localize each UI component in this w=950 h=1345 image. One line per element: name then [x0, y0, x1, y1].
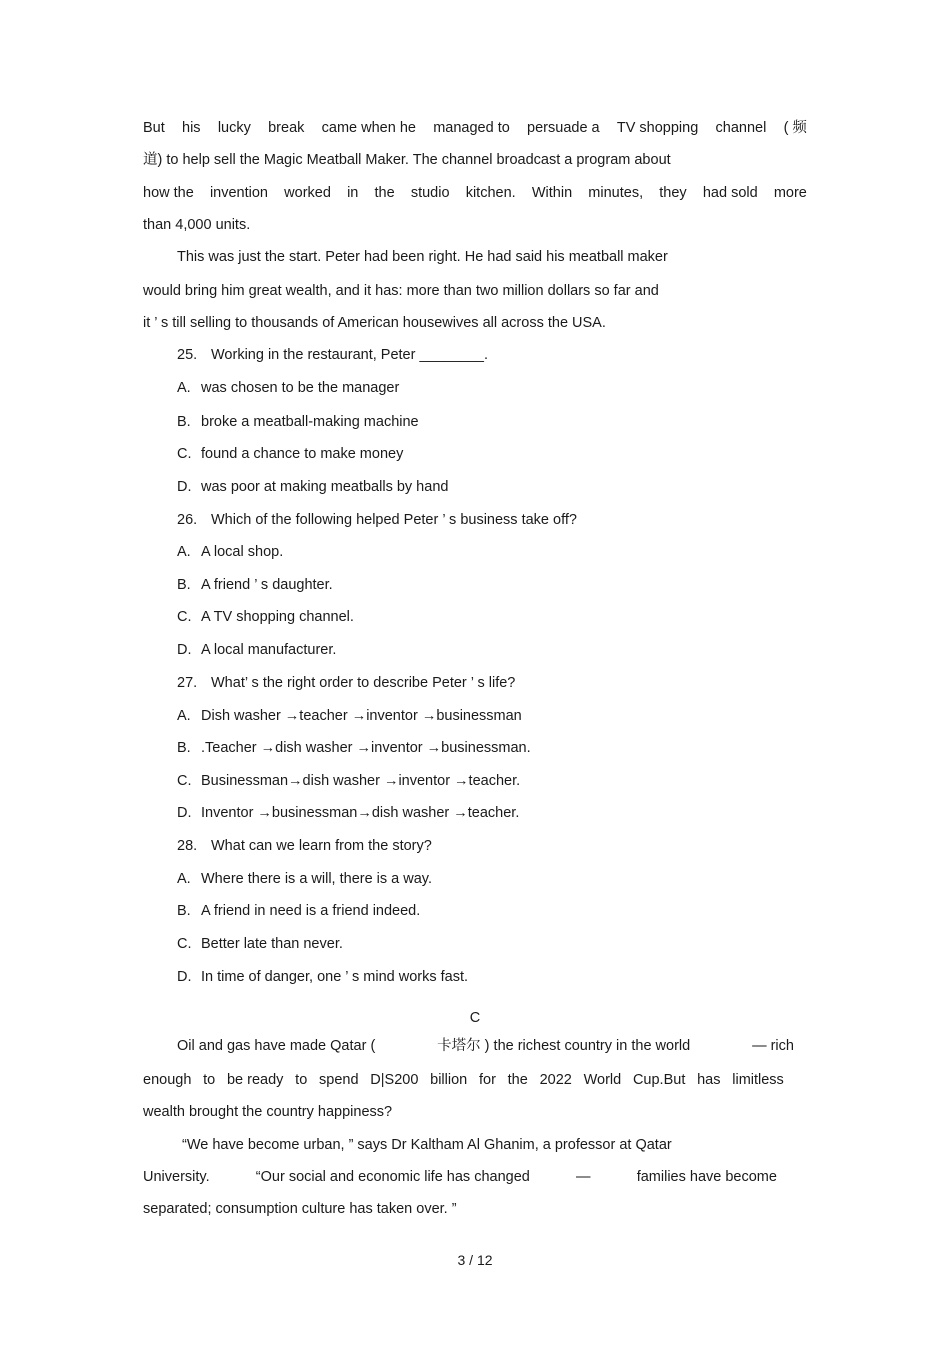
option-letter: B.: [177, 577, 191, 593]
word: persuade a: [527, 120, 600, 136]
page-number: 3 / 12: [457, 1252, 493, 1268]
word: worked: [284, 185, 331, 201]
question-25-option-b[interactable]: [177, 412, 419, 432]
text-segment: families have become: [636, 1169, 777, 1185]
option-letter: A.: [177, 544, 191, 560]
option-letter: A.: [177, 708, 191, 724]
passage-c-line-2: [143, 1070, 784, 1090]
word: invention: [209, 185, 268, 201]
text-segment: 卡塔尔 ) the richest country in the world: [437, 1038, 691, 1054]
text-segment: Oil and gas have made Qatar (: [177, 1038, 376, 1054]
option-text: Inventor →businessman→dish washer →teacher.: [201, 805, 520, 821]
word: for: [478, 1072, 496, 1088]
option-text: was poor at making meatballs by hand: [201, 479, 449, 495]
question-text: Which of the following helped Peter ’ s business take off?: [211, 512, 577, 528]
word: channel: [715, 120, 767, 136]
word: minutes,: [588, 185, 644, 201]
word: to: [295, 1072, 308, 1088]
option-letter: D.: [177, 969, 192, 985]
word: the: [374, 185, 395, 201]
question-28-option-d[interactable]: [177, 967, 468, 987]
option-letter: B.: [177, 740, 191, 756]
word: the: [507, 1072, 528, 1088]
passage-b-line-4: than 4,000 units.: [143, 217, 251, 233]
word: came when he: [321, 120, 416, 136]
option-text: Businessman→dish washer →inventor →teacher.: [201, 773, 521, 789]
question-text: What’ s the right order to describe Peter ’ s life?: [211, 675, 516, 691]
option-text: Where there is a will, there is a way.: [201, 871, 433, 887]
word: enough: [143, 1072, 192, 1088]
word: studio: [410, 185, 450, 201]
question-26-option-a[interactable]: [177, 542, 283, 562]
question-27-option-d[interactable]: [177, 803, 519, 823]
text-segment: — rich: [752, 1038, 794, 1054]
question-26-option-b[interactable]: [177, 575, 333, 595]
passage-c-line-6: separated; consumption culture has taken over. ”: [143, 1201, 457, 1217]
word: TV shopping: [616, 120, 699, 136]
option-letter: C.: [177, 936, 192, 952]
option-letter: B.: [177, 414, 191, 430]
word: to: [203, 1072, 216, 1088]
word: limitless: [732, 1072, 784, 1088]
word: more: [773, 185, 807, 201]
passage-b-line-6: would bring him great wealth, and it has: more than two million dollars so far and: [143, 283, 659, 299]
passage-b-line-3: [143, 183, 807, 203]
question-28-option-a[interactable]: [177, 869, 432, 889]
word: billion: [430, 1072, 468, 1088]
question-27-option-c[interactable]: [177, 771, 520, 791]
question-text: Working in the restaurant, Peter ________.: [211, 347, 489, 363]
word: 2022: [539, 1072, 572, 1088]
question-26-option-d[interactable]: [177, 640, 336, 660]
option-letter: B.: [177, 903, 191, 919]
question-27-stem: [177, 673, 515, 693]
question-25-stem: [177, 345, 488, 365]
question-27-option-b[interactable]: [177, 738, 531, 758]
word: had sold: [702, 185, 758, 201]
word: his: [182, 120, 201, 136]
word: Cup.But: [632, 1072, 686, 1088]
word: lucky: [217, 120, 251, 136]
option-text: A TV shopping channel.: [201, 609, 354, 625]
question-25-option-d[interactable]: [177, 477, 448, 497]
option-text: A friend ’ s daughter.: [201, 577, 333, 593]
option-text: A local manufacturer.: [201, 642, 337, 658]
option-letter: C.: [177, 446, 192, 462]
question-26-stem: [177, 510, 577, 530]
option-letter: C.: [177, 609, 192, 625]
word: D|S200: [370, 1072, 419, 1088]
word: Within: [531, 185, 573, 201]
option-text: A friend in need is a friend indeed.: [201, 903, 421, 919]
word: managed to: [433, 120, 510, 136]
word: they: [659, 185, 687, 201]
option-text: was chosen to be the manager: [201, 380, 400, 396]
option-text: Better late than never.: [201, 936, 343, 952]
option-letter: D.: [177, 642, 192, 658]
question-number: 28.: [177, 838, 198, 854]
text-segment: “Our social and economic life has changed: [255, 1169, 530, 1185]
word: how the: [143, 185, 194, 201]
question-number: 26.: [177, 512, 198, 528]
word: World: [583, 1072, 622, 1088]
word: ( 频: [783, 120, 807, 136]
passage-b-line-2: 道) to help sell the Magic Meatball Maker. The channel broadcast a program about: [143, 152, 671, 168]
section-heading: C: [469, 1010, 481, 1026]
option-text: A local shop.: [201, 544, 284, 560]
question-text: What can we learn from the story?: [211, 838, 432, 854]
word: be ready: [226, 1072, 284, 1088]
passage-c-line-1: [177, 1036, 794, 1056]
passage-b-line-1: [143, 118, 807, 138]
option-letter: D.: [177, 479, 192, 495]
option-text: Dish washer →teacher →inventor →businessman: [201, 708, 522, 724]
text-segment: University.: [143, 1169, 210, 1185]
option-letter: D.: [177, 805, 192, 821]
word: has: [697, 1072, 721, 1088]
word: But: [143, 120, 165, 136]
passage-c-line-3: wealth brought the country happiness?: [143, 1104, 393, 1120]
option-letter: C.: [177, 773, 192, 789]
question-25-option-c[interactable]: [177, 444, 403, 464]
option-letter: A.: [177, 380, 191, 396]
option-letter: A.: [177, 871, 191, 887]
question-number: 25.: [177, 347, 198, 363]
question-25-option-a[interactable]: [177, 378, 399, 398]
word: kitchen.: [465, 185, 516, 201]
question-27-option-a[interactable]: [177, 706, 522, 726]
question-28-option-c[interactable]: [177, 934, 343, 954]
passage-b-line-5: This was just the start. Peter had been right. He had said his meatball maker: [177, 249, 668, 265]
passage-c-line-5: [143, 1167, 777, 1187]
option-text: In time of danger, one ’ s mind works fast.: [201, 969, 469, 985]
question-number: 27.: [177, 675, 198, 691]
question-26-option-c[interactable]: [177, 607, 354, 627]
word: break: [268, 120, 305, 136]
word: in: [347, 185, 359, 201]
option-text: broke a meatball-making machine: [201, 414, 419, 430]
option-text: found a chance to make money: [201, 446, 404, 462]
question-28-option-b[interactable]: [177, 901, 420, 921]
passage-c-line-4: “We have become urban, ” says Dr Kaltham Al Ghanim, a professor at Qatar: [182, 1137, 672, 1153]
question-28-stem: [177, 836, 432, 856]
text-segment: —: [576, 1169, 591, 1185]
word: spend: [319, 1072, 359, 1088]
option-text: .Teacher →dish washer →inventor →businessman.: [201, 740, 531, 756]
passage-b-line-7: it ’ s till selling to thousands of American housewives all across the USA.: [143, 315, 606, 331]
